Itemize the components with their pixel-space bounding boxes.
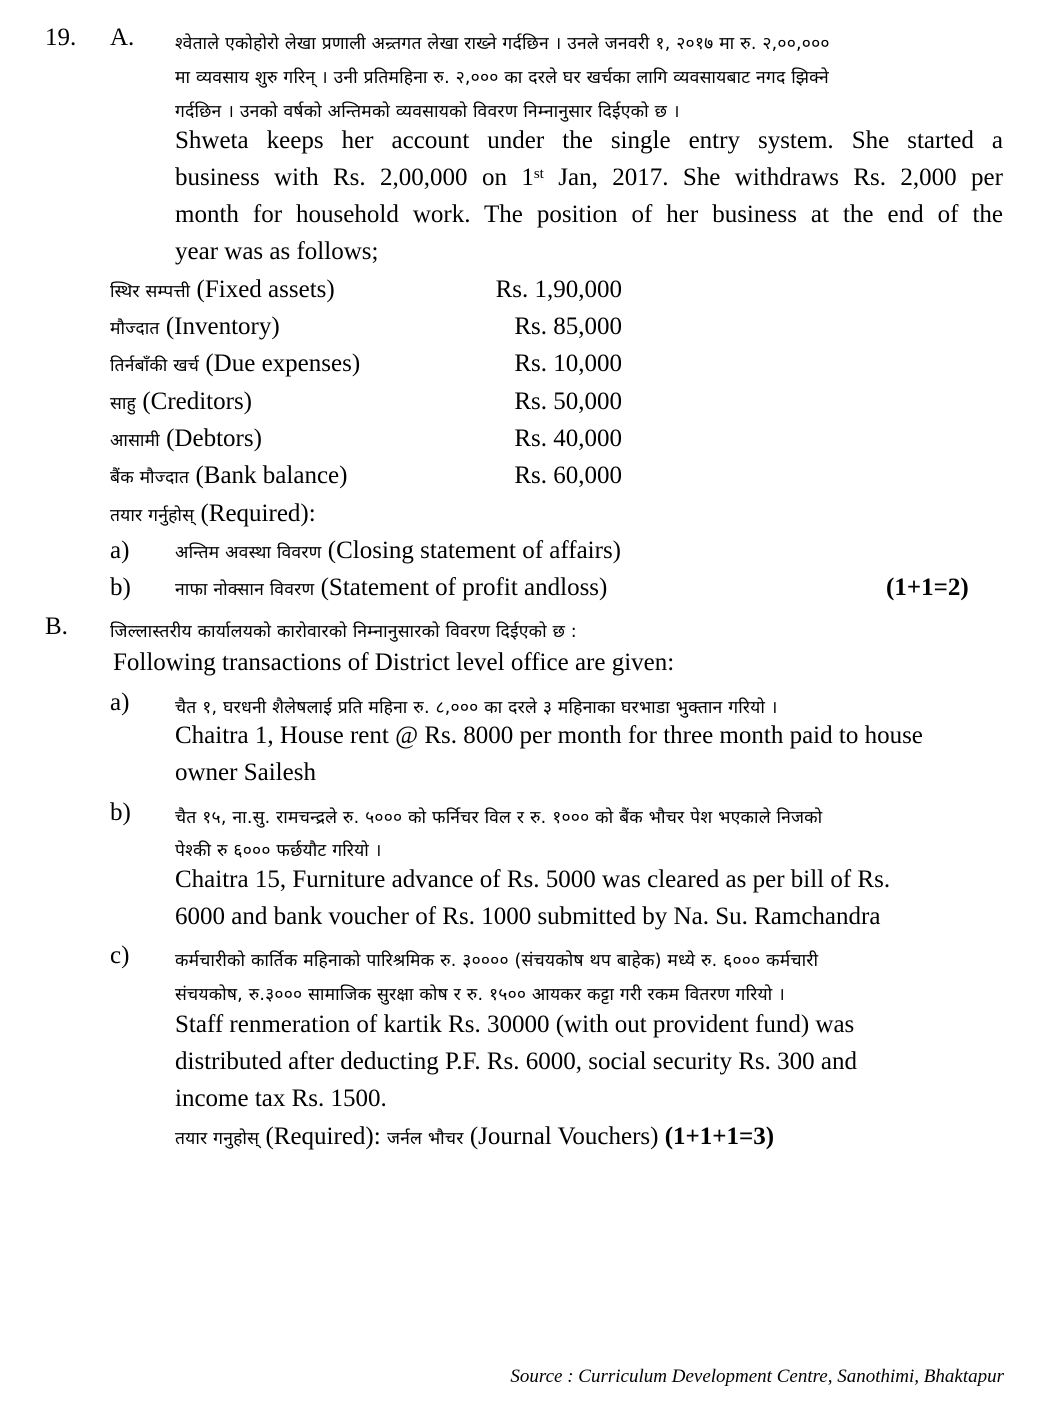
item-value-fixed-assets: Rs. 1,90,000 — [495, 276, 622, 303]
part-b-b-english-line-1: Chaitra 15, Furniture advance of Rs. 5000 was cleared as per bill of Rs. — [175, 866, 891, 893]
part-b-c-english-line-2: distributed after deducting P.F. Rs. 6000, social security Rs. 300 and — [175, 1048, 857, 1075]
req-b-text: नाफा नोक्सान विवरण (Statement of profit andloss) — [175, 574, 608, 601]
part-a-nepali-line-1: श्वेताले एकोहोरो लेखा प्रणाली अन्र्तगत लेखा राख्ने गर्दछिन । उनले जनवरी १, २०१७ मा रु. २,००,००० — [175, 34, 830, 54]
part-b-a-english-line-2: owner Sailesh — [175, 759, 316, 786]
part-a-required-heading: तयार गर्नुहोस् (Required): — [110, 500, 316, 527]
part-b-b-english-line-2: 6000 and bank voucher of Rs. 1000 submitted by Na. Su. Ramchandra — [175, 903, 881, 930]
part-a-english-line-2: business with Rs. 2,00,000 on 1st Jan, 2017. She withdraws Rs. 2,000 per — [175, 164, 1003, 191]
part-a-marks: (1+1=2) — [886, 574, 969, 601]
part-a-english-line-3: month for household work. The position of her business at the end of the — [175, 201, 1003, 228]
item-value-due-expenses: Rs. 10,000 — [514, 350, 622, 377]
part-b-label: B. — [45, 613, 68, 640]
part-b-c-english-line-1: Staff renmeration of kartik Rs. 30000 (with out provident fund) was — [175, 1011, 855, 1038]
item-value-inventory: Rs. 85,000 — [514, 313, 622, 340]
part-a-label: A. — [110, 24, 135, 51]
part-b-marks: (1+1+1=3) — [664, 1123, 775, 1150]
part-b-a-english-line-1: Chaitra 1, House rent @ Rs. 8000 per month for three month paid to house — [175, 722, 923, 749]
part-b-c-nepali-line-1: कर्मचारीको कार्तिक महिनाको पारिश्रमिक रु. ३०००० (संचयकोष थप बाहेक) मध्ये रु. ६००० कर्मचारी — [175, 951, 819, 971]
part-b-c-label: c) — [110, 942, 130, 969]
item-value-creditors: Rs. 50,000 — [514, 388, 622, 415]
part-a-nepali-line-2: मा व्यवसाय शुरु गरिन् । उनी प्रतिमहिना रु. २,००० का दरले घर खर्चका लागि व्यवसायबाट नगद झिक्ने — [175, 68, 829, 88]
part-b-c-english-line-3: income tax Rs. 1500. — [175, 1085, 387, 1112]
item-value-bank-balance: Rs. 60,000 — [514, 462, 622, 489]
part-a-english-line-1: Shweta keeps her account under the single entry system. She started a — [175, 127, 1003, 154]
part-b-b-nepali-line-2: पेश्की रु ६००० फर्छयौट गरियो । — [175, 841, 382, 861]
part-b-c-nepali-line-2: संचयकोष, रु.३००० सामाजिक सुरक्षा कोष र रु. १५०० आयकर कट्टा गरी रकम वितरण गरियो । — [175, 985, 785, 1005]
part-b-intro-english: Following transactions of District level office are given: — [113, 649, 675, 676]
req-b-label: b) — [110, 574, 131, 601]
item-value-debtors: Rs. 40,000 — [514, 425, 622, 452]
part-a-nepali-line-3: गर्दछिन । उनको वर्षको अन्तिमको व्यवसायको विवरण निम्नानुसार दिईएको छ । — [175, 102, 680, 122]
item-label-debtors: आसामी (Debtors) — [110, 425, 262, 452]
item-label-inventory: मौज्दात (Inventory) — [110, 313, 280, 340]
question-number: 19. — [45, 24, 77, 51]
part-b-a-nepali: चैत १, घरधनी शैलेषलाई प्रति महिना रु. ८,००० का दरले ३ महिनाका घरभाडा भुक्तान गरियो । — [175, 698, 778, 718]
part-b-b-nepali-line-1: चैत १५, ना.सु. रामचन्द्रले रु. ५००० को फर्निचर विल र रु. १००० को बैंक भौचर पेश भएकाले निजको — [175, 808, 823, 828]
item-label-fixed-assets: स्थिर सम्पत्ती (Fixed assets) — [110, 276, 335, 303]
req-a-text: अन्तिम अवस्था विवरण (Closing statement of affairs) — [175, 537, 622, 564]
part-b-intro-nepali: जिल्लास्तरीय कार्यालयको कारोवारको निम्नानुसारको विवरण दिईएको छ : — [110, 622, 577, 642]
part-b-a-label: a) — [110, 689, 130, 716]
part-b-b-label: b) — [110, 799, 131, 826]
part-b-required: तयार गनुहोस् (Required): जर्नल भौचर (Journal Vouchers) (1+1+1=3) — [175, 1123, 775, 1150]
source-citation: Source : Curriculum Development Centre, Sanothimi, Bhaktapur — [510, 1366, 1004, 1387]
item-label-bank-balance: बैंक मौज्दात (Bank balance) — [110, 462, 348, 489]
part-a-english-line-4: year was as follows; — [175, 238, 379, 265]
item-label-creditors: साहु (Creditors) — [110, 388, 253, 415]
item-label-due-expenses: तिर्नबाँकी खर्च (Due expenses) — [110, 350, 361, 377]
req-a-label: a) — [110, 537, 130, 564]
